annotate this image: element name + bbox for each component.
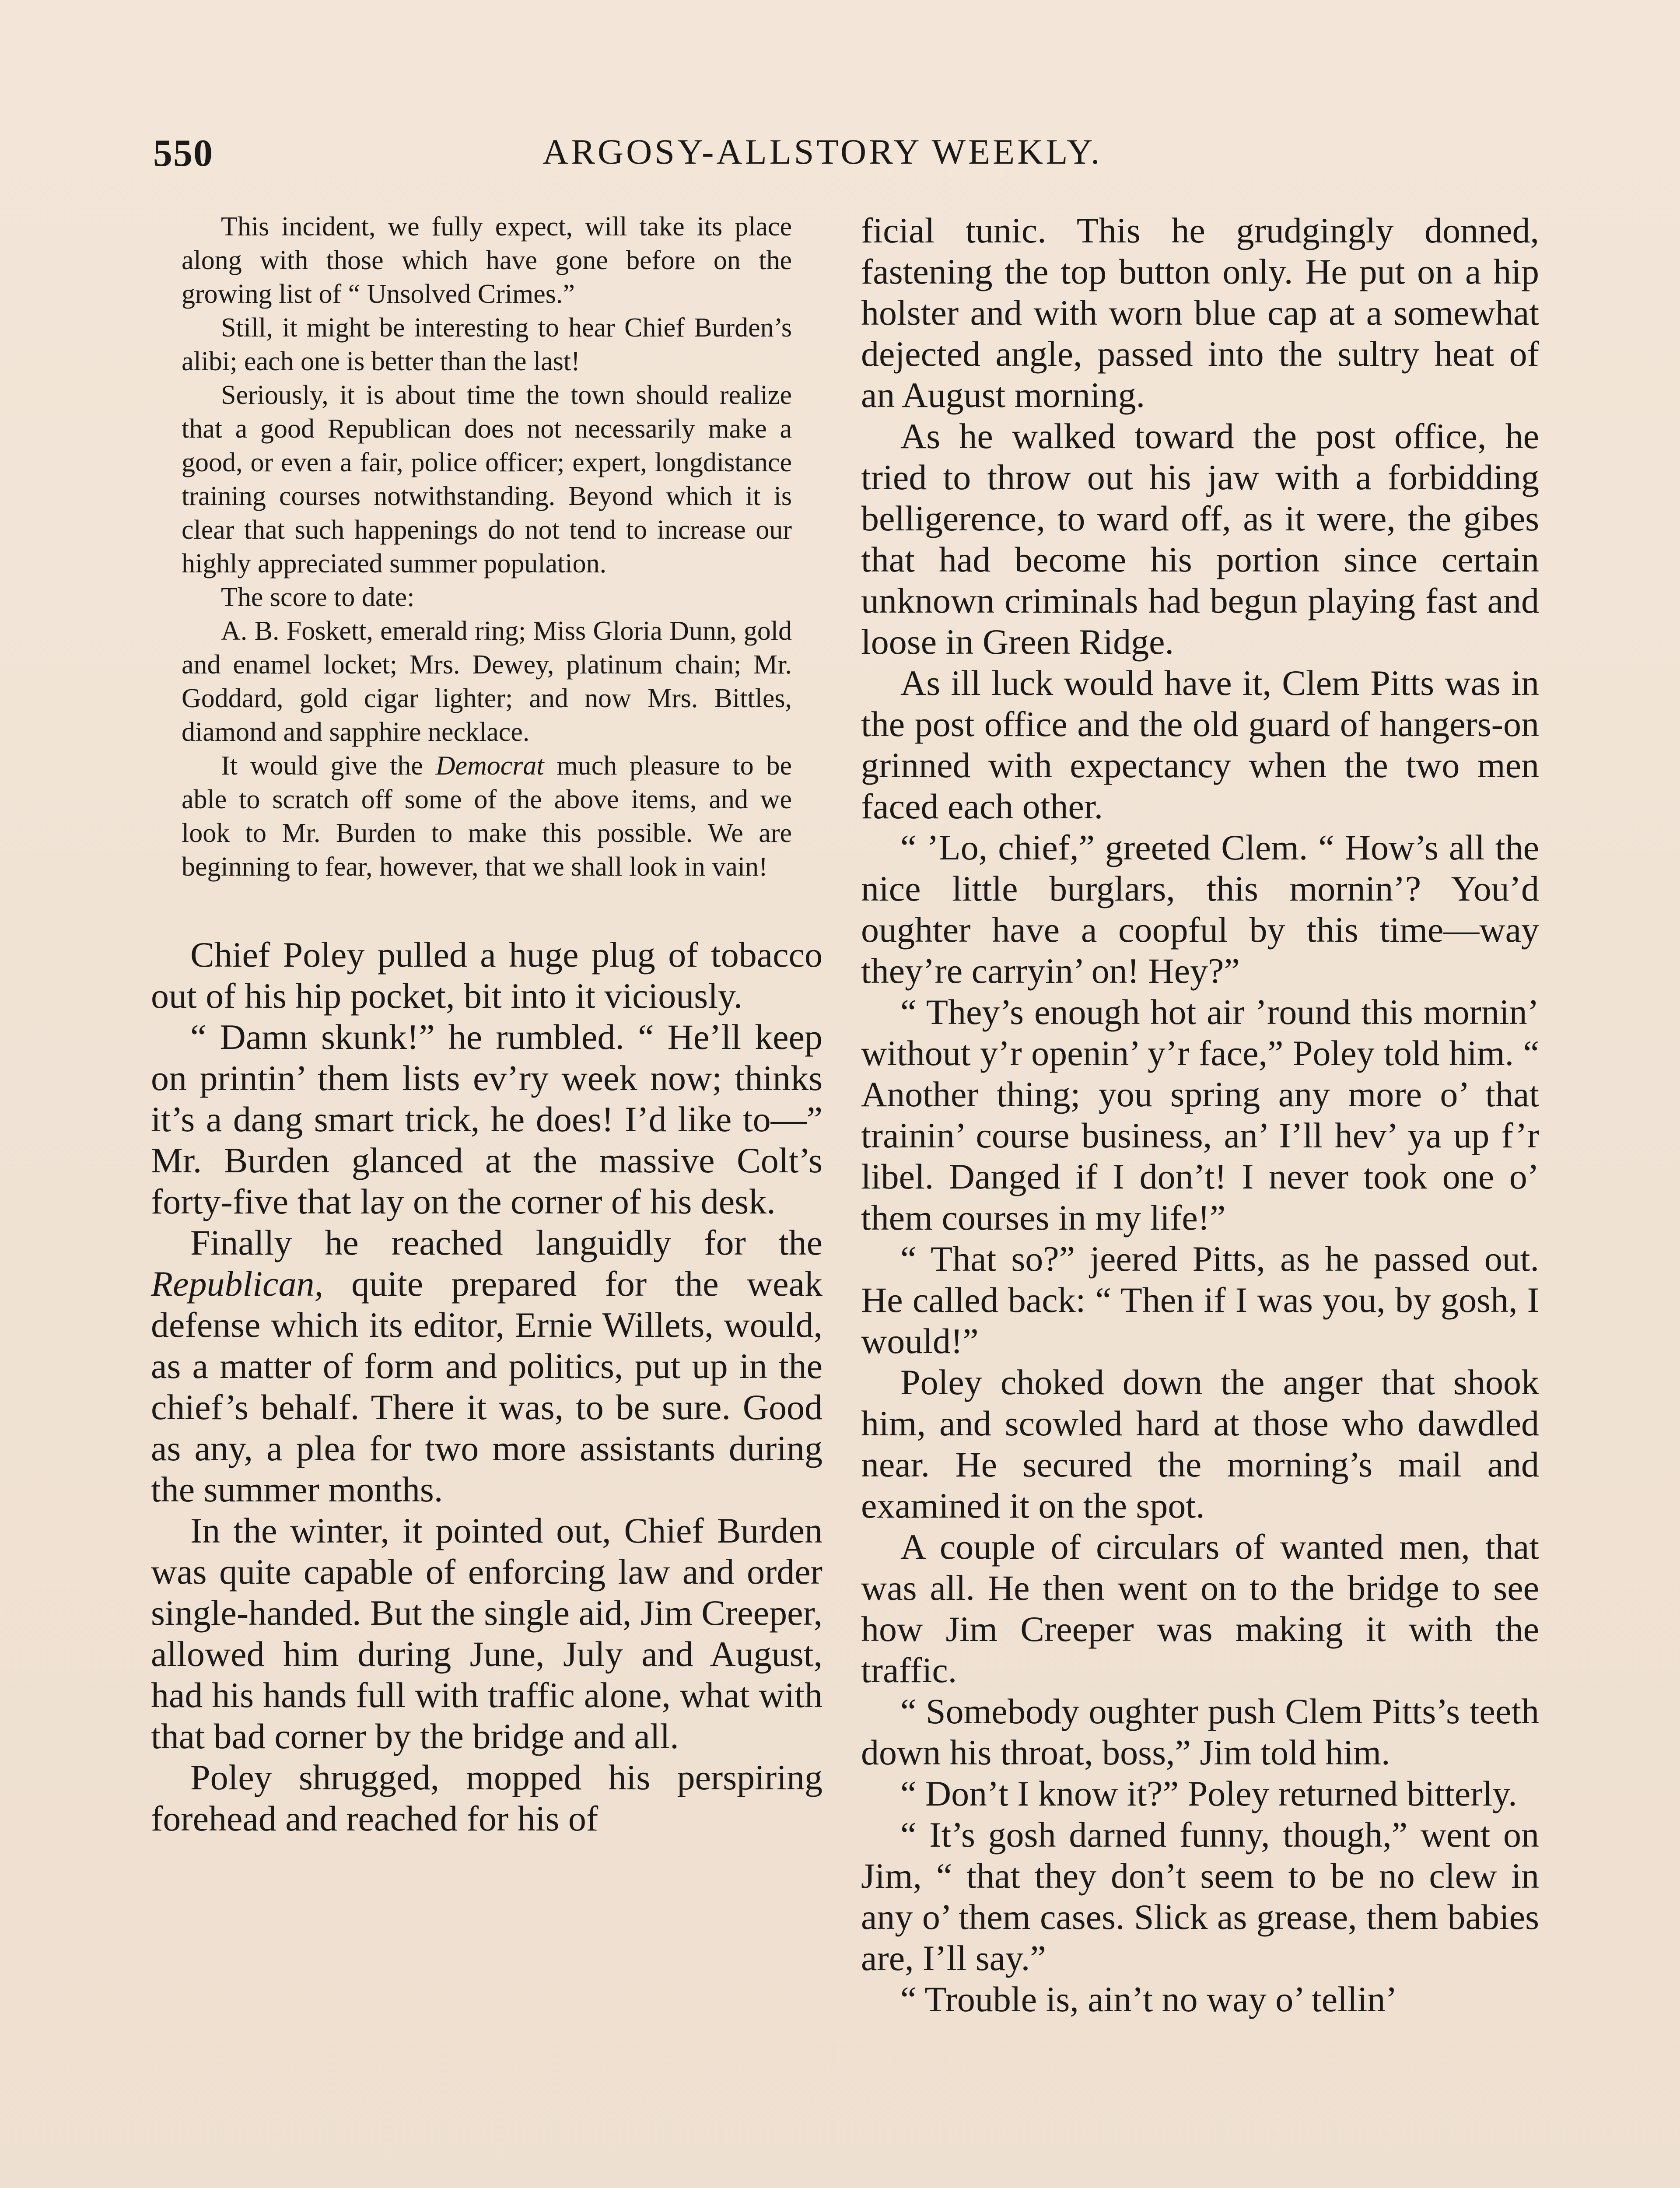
right-column (861, 210, 1539, 2020)
story-paragraph: Poley choked down the anger that shook him, and scowled hard at those who dawdled near. He secured the morning’s mail and examined it on the spot. (861, 1362, 1539, 1525)
newspaper-name: Democrat (435, 751, 544, 781)
text-segment: quite prepared for the weak defense which its editor, Ernie Willets, would, as a matter of form and politics, put up in the chief’s behalf. There it was, to be sure. Good as any, a plea for two more assistants during the summer months. (151, 1264, 822, 1509)
story-paragraph: “ That so?” jeered Pitts, as he passed out. He called back: “ Then if I was you, by gosh, I would!” (861, 1239, 1539, 1361)
page-number: 550 (153, 132, 214, 175)
story-paragraph: As he walked toward the post office, he tried to throw out his jaw with a forbidding belligerence, to ward off, as it were, the gibes that had become his portion since certain unknown criminals had begun playing fast and loose in Green Ridge. (861, 416, 1539, 662)
story-paragraph: “ Damn skunk!” he rumbled. “ He’ll keep on printin’ them lists ev’ry week now; thinks it’s a dang smart trick, he does! I’d like to—” Mr. Burden glanced at the massive Colt’s forty-five that lay on the corner of his desk. (151, 1017, 822, 1221)
newspaper-paragraph: A. B. Foskett, emerald ring; Miss Gloria Dunn, gold and enamel locket; Mrs. Dewey, platinum chain; Mr. Goddard, gold cigar lighter; and now Mrs. Bittles, diamond and sapphire necklace. (182, 616, 792, 747)
story-paragraph: As ill luck would have it, Clem Pitts was in the post office and the old guard of hangers-on grinned with expectancy when the two men faced each other. (861, 663, 1539, 826)
running-title: ARGOSY-ALLSTORY WEEKLY. (542, 132, 1102, 172)
story-paragraph (151, 1222, 822, 1510)
text-segment: Finally he reached languidly for the (190, 1223, 822, 1262)
story-paragraph: “ ’Lo, chief,” greeted Clem. “ How’s all the nice little burglars, this mornin’? You’d oughter have a coopful by this time—way they’re carryin’ on! Hey?” (861, 828, 1539, 991)
story-paragraph: “ Don’t I know it?” Poley returned bitterly. (900, 1774, 1517, 1813)
story-paragraph: In the winter, it pointed out, Chief Burden was quite capable of enforcing law and order single-handed. But the single aid, Jim Creeper, allowed him during June, July and August, had his hands full with traffic alone, what with that bad corner by the bridge and all. (151, 1511, 822, 1756)
story-paragraph-continued: ficial tunic. This he grudgingly donned, fastening the top button only. He put on a hip holster and with worn blue cap at a somewhat dejected angle, passed into the sultry heat of an August morning. (861, 210, 1539, 415)
story-paragraph: “ Somebody oughter push Clem Pitts’s teeth down his throat, boss,” Jim told him. (861, 1691, 1539, 1772)
story-paragraph: “ They’s enough hot air ’round this mornin’ without y’r openin’ y’r face,” Poley told him. “ Another thing; you spring any more o’ that trainin’ course business, an’ I’ll hev’ ya up f’r libel. Danged if I don’t! I never took one o’ them courses in my life!” (861, 992, 1539, 1238)
newspaper-paragraph (182, 749, 792, 884)
newspaper-paragraph: Still, it might be interesting to hear Chief Burden’s alibi; each one is better than the last! (182, 313, 792, 376)
newspaper-paragraph: Seriously, it is about time the town should realize that a good Republican does not necessarily make a good, or even a fair, police officer; expert, longdistance training courses notwithstanding. Beyond which it is clear that such happenings do not tend to increase our highly appreciated summer population. (182, 380, 792, 579)
story-paragraph: A couple of circulars of wanted men, that was all. He then went on to the bridge to see how Jim Creeper was making it with the traffic. (861, 1527, 1539, 1690)
page-header (153, 131, 1553, 184)
text-segment: It would give the (221, 751, 436, 781)
story-paragraph: Poley shrugged, mopped his perspiring forehead and reached for his of (151, 1757, 822, 1838)
story-paragraph: “ Trouble is, ain’t no way o’ tellin’ (900, 1979, 1397, 2019)
newspaper-paragraph: This incident, we fully expect, will take its place along with those which have gone before on the growing list of “ Unsolved Crimes.” (182, 212, 792, 309)
story-paragraph: Chief Poley pulled a huge plug of tobacco out of his hip pocket, bit into it viciously. (151, 935, 822, 1016)
newspaper-name: Republican, (151, 1264, 323, 1304)
story-text-left (151, 934, 822, 1839)
text-segment: much pleasure to be able to scratch off some of the above items, and we look to Mr. Burden to make this possible. We are beginning to fear, however, that we shall look in vain! (182, 751, 792, 882)
story-text-right (861, 210, 1539, 2020)
left-column (151, 210, 822, 1839)
newspaper-excerpt (151, 210, 822, 884)
newspaper-paragraph: The score to date: (221, 582, 415, 612)
story-paragraph: “ It’s gosh darned funny, though,” went on Jim, “ that they don’t seem to be no clew in any o’ them cases. Slick as grease, them babies are, I’ll say.” (861, 1815, 1539, 1978)
